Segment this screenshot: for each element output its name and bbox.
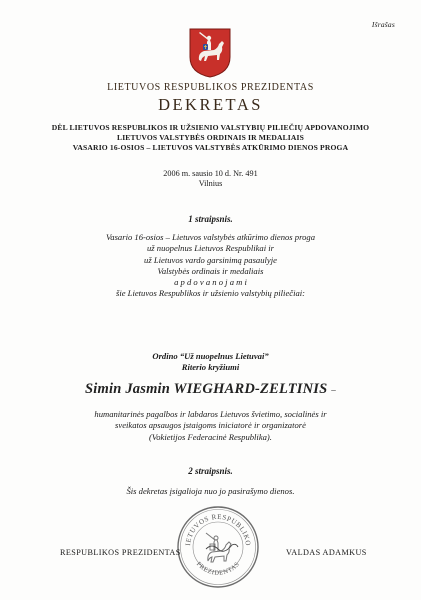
recipient-name-text: Simin Jasmin WIEGHARD-ZELTINIS	[85, 381, 328, 397]
description-line: sveikatos apsaugos įstaigoms iniciatorė ir organizatorė	[115, 420, 306, 431]
signature-title: RESPUBLIKOS PREZIDENTAS	[60, 548, 181, 557]
article-1-line: Valstybės ordinais ir medaliais	[157, 265, 264, 276]
signature-name: VALDAS ADAMKUS	[286, 548, 367, 557]
headline-line: LIETUVOS VALSTYBĖS ORDINAIS IR MEDALIAIS	[116, 133, 305, 143]
corner-label: Išrašas	[371, 20, 395, 29]
institution-title: LIETUVOS RESPUBLIKOS PREZIDENTAS	[107, 82, 314, 93]
vytis-coat-of-arms-icon	[188, 27, 232, 79]
article-1-line: už nuopelnus Lietuvos Respublikai ir	[147, 243, 274, 254]
article-2-text: Šis dekretas įsigalioja nuo jo pasirašymo dienos.	[126, 486, 295, 496]
order-line-1: Ordino “Už nuopelnus Lietuvai”	[152, 351, 269, 361]
date-number: 2006 m. sausio 10 d. Nr. 491	[163, 169, 258, 178]
seal-top-text: IETUVOS RESPUBLIKO	[184, 512, 253, 547]
svg-text:PREZIDENTAS	[195, 561, 241, 577]
article-1-line: a p d o v a n o j a m i	[174, 277, 247, 288]
description-line: (Vokietijos Federacinė Respublika).	[149, 431, 272, 442]
recipient-name	[0, 381, 421, 398]
decree-headline	[0, 123, 421, 154]
official-seal-icon	[176, 505, 260, 589]
description-line: humanitarinės pagalbos ir labdaros Lietuvos švietimo, socialinės ir	[94, 409, 327, 419]
city: Vilnius	[198, 179, 223, 188]
headline-line: VASARIO 16-OSIOS – LIETUVOS VALSTYBĖS ATKŪRIMO DIENOS PROGA	[72, 143, 349, 153]
article-1-line: šie Lietuvos Respublikos ir užsienio valstybių piliečiai:	[115, 288, 306, 299]
order-title	[0, 351, 421, 373]
document-type: DEKRETAS	[158, 95, 263, 114]
seal-bottom-text: PREZIDENTAS	[194, 560, 242, 577]
headline-line: DĖL LIETUVOS RESPUBLIKOS IR UŽSIENIO VALSTYBIŲ PILIEČIŲ APDOVANOJIMO	[51, 123, 370, 132]
order-line-2: Riterio kryžiumi	[181, 362, 240, 372]
article-1-body	[0, 232, 421, 300]
recipient-description	[0, 409, 421, 443]
article-1-line: Vasario 16-osios – Lietuvos valstybės atkūrimo dienos proga	[105, 232, 316, 242]
recipient-name-suffix: –	[331, 385, 336, 395]
article-1-line: už Lietuvos vardo garsinimą pasaulyje	[144, 254, 277, 265]
article-1-heading: 1 straipsnis.	[188, 214, 233, 224]
article-2-heading: 2 straipsnis.	[188, 466, 233, 476]
